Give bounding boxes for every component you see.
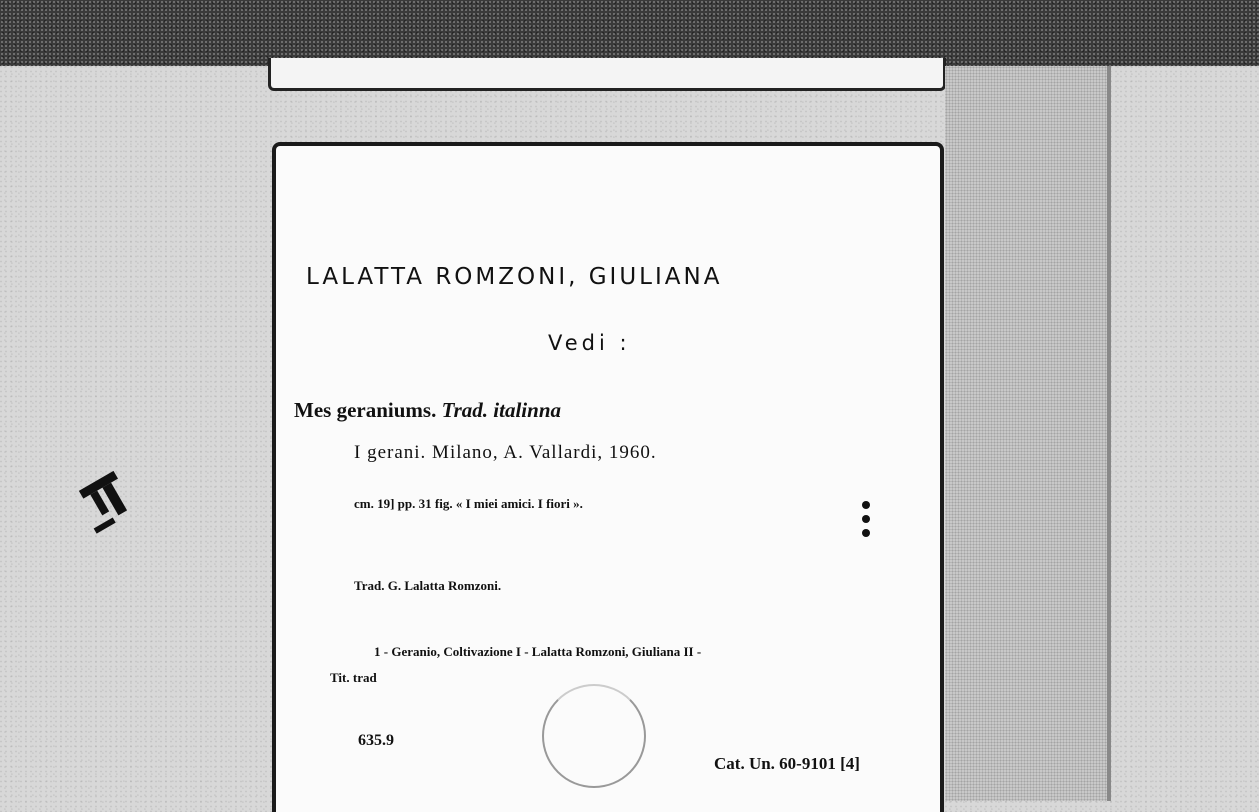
- flag-stamp-icon: [58, 445, 168, 555]
- imprint-line: I gerani. Milano, A. Vallardi, 1960.: [354, 442, 657, 463]
- collation-line: cm. 19] pp. 31 fig. « I miei amici. I fiori ».: [354, 496, 583, 511]
- punch-hole: [542, 684, 646, 788]
- previous-card-edge: [268, 58, 946, 91]
- scan-top-border: [0, 0, 1259, 66]
- see-also-label: Vedi :: [548, 331, 631, 355]
- translator-note: Trad. G. Lalatta Romzoni.: [354, 578, 502, 593]
- scan-side-strip: [945, 66, 1111, 801]
- subject-tracings-continued: Tit. trad: [330, 670, 377, 685]
- subject-tracings: 1 - Geranio, Coltivazione I - Lalatta Romzoni, Giuliana II -: [374, 644, 702, 659]
- title-main: Mes geraniums.: [294, 398, 437, 422]
- classification-number: 635.9: [358, 732, 394, 749]
- card-heading: LALATTA ROMZONI, GIULIANA: [306, 264, 723, 290]
- title-line: [294, 398, 561, 423]
- catalog-card: [272, 142, 944, 812]
- catalog-number: Cat. Un. 60-9101 [4]: [714, 754, 860, 773]
- bullet-dots: [862, 501, 872, 543]
- title-note: Trad. italinna: [441, 398, 561, 422]
